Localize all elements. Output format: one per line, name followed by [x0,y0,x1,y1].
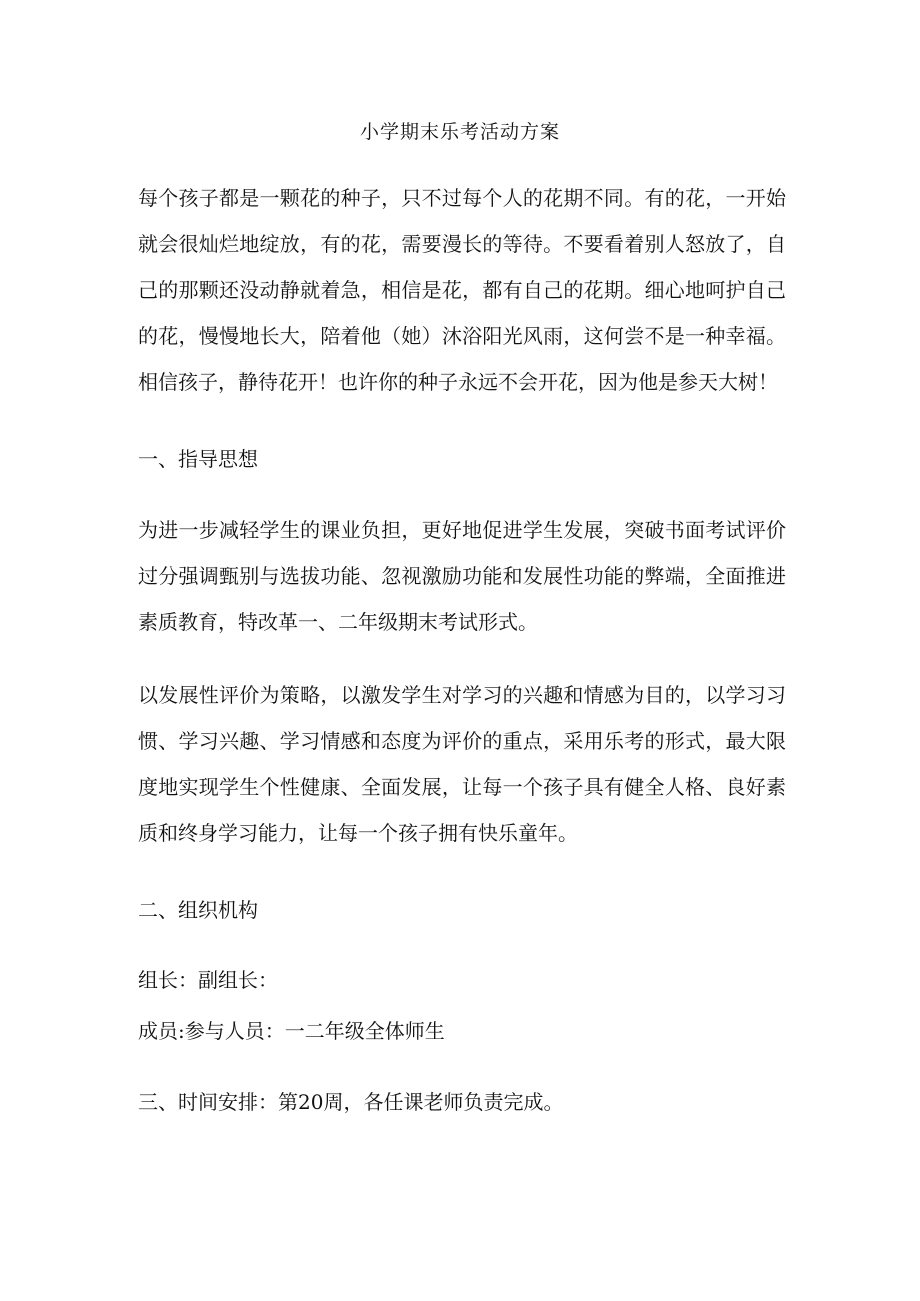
section-heading-guiding-ideology: 一、指导思想 [138,447,258,471]
guiding-ideology-paragraph-1: 为进一步减轻学生的课业负担，更好地促进学生发展，突破书面考试评价过分强调甄别与选拔功能、忽视激励功能和发展性功能的弊端，全面推进素质教育，特改革一、二年级期末考试形式。 [138,518,786,634]
section-heading-organization: 二、组织机构 [138,898,258,922]
guiding-ideology-paragraph-2: 以发展性评价为策略，以激发学生对学习的兴趣和情感为目的，以学习习惯、学习兴趣、学习情感和态度为评价的重点，采用乐考的形式，最大限度地实现学生个性健康、全面发展，让每一个孩子具有健全人格、良好素质和终身学习能力，让每一个孩子拥有快乐童年。 [138,683,786,845]
section-heading-schedule: 三、时间安排：第20周，各任课老师负责完成。 [138,1090,564,1114]
intro-paragraph: 每个孩子都是一颗花的种子，只不过每个人的花期不同。有的花，一开始就会很灿烂地绽放，有的花，需要漫长的等待。不要看着别人怒放了，自己的那颗还没动静就着急，相信是花，都有自己的花期。细心地呵护自己的花，慢慢地长大，陪着他（她）沐浴阳光风雨，这何尝不是一种幸福。相信孩子，静待花开！也许你的种子永远不会开花，因为他是参天大树！ [138,186,786,394]
organization-leaders-line: 组长：副组长： [138,968,278,992]
document-title: 小学期末乐考活动方案 [359,121,560,143]
organization-members-line: 成员:参与人员：一二年级全体师生 [138,1019,445,1043]
